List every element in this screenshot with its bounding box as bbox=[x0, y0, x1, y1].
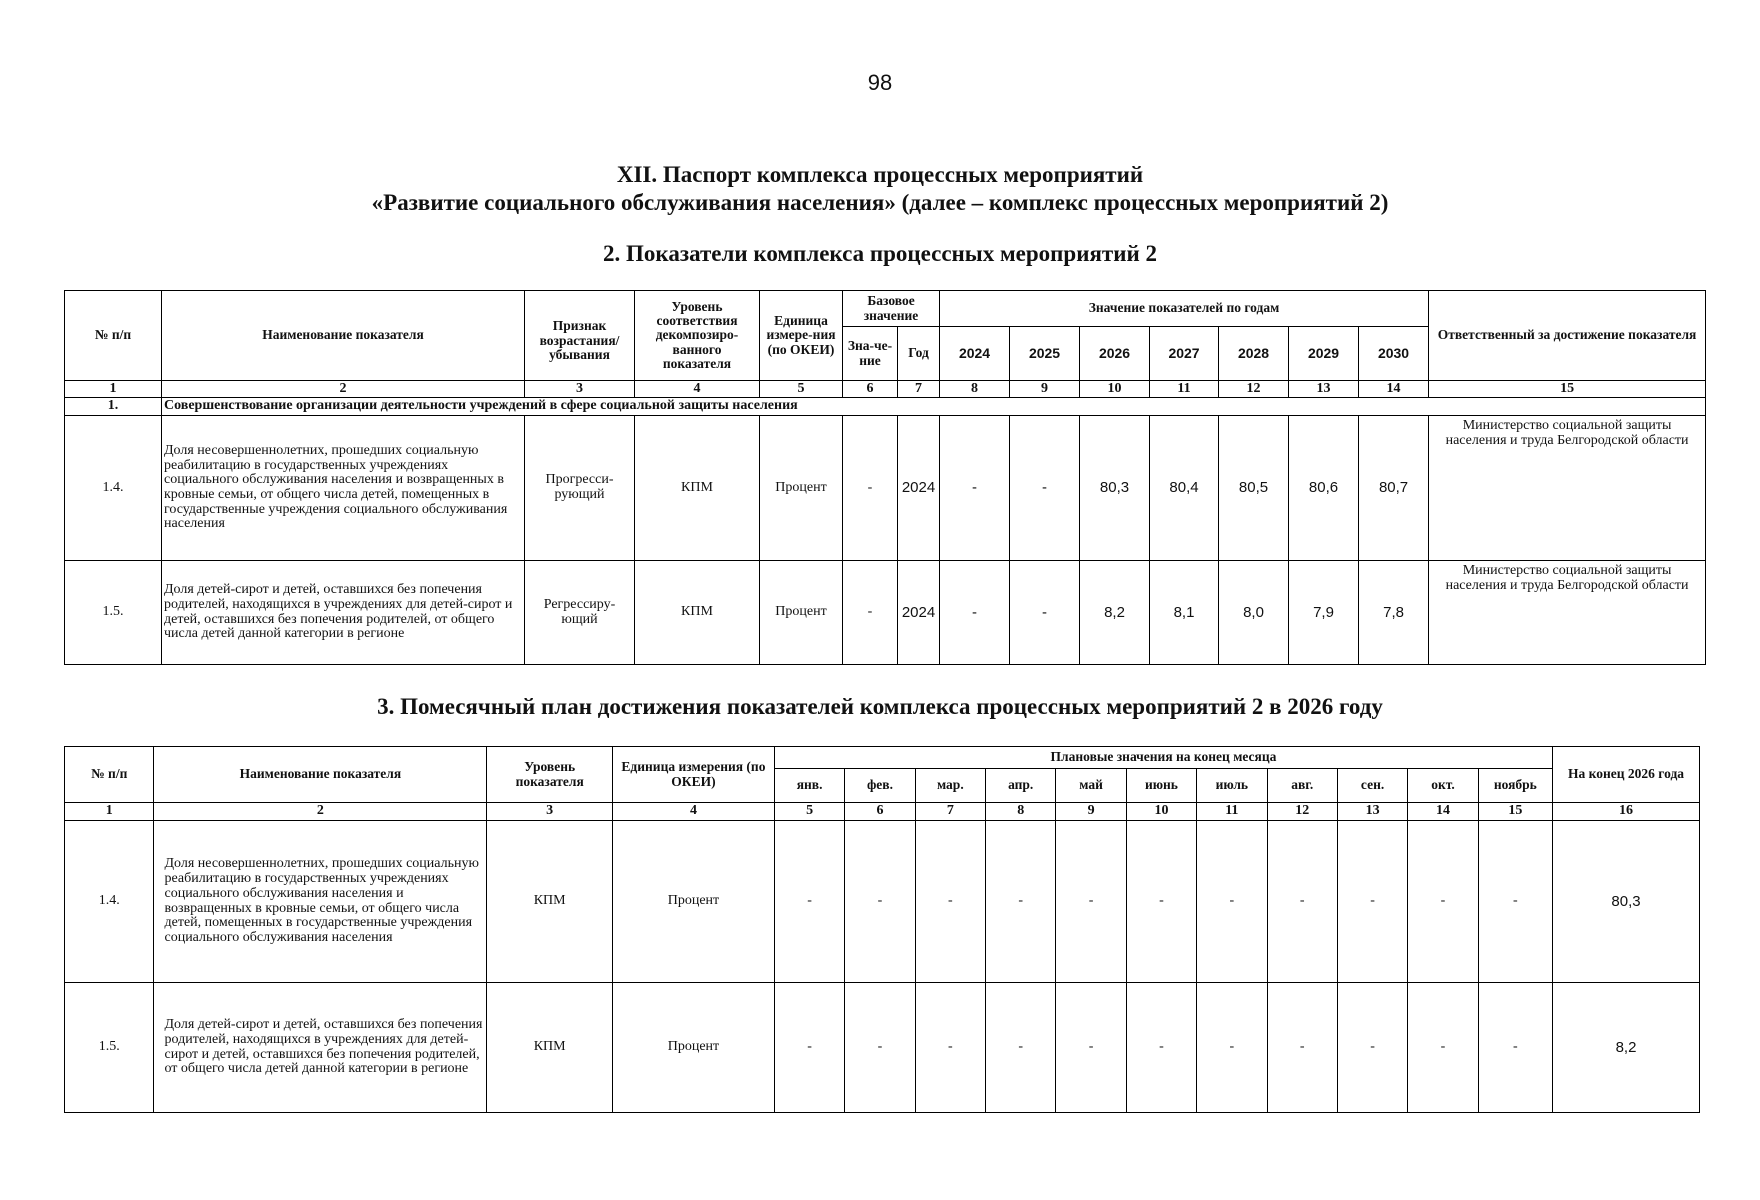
header-values-by-year: Значение показателей по годам bbox=[940, 291, 1429, 327]
header-year: 2028 bbox=[1219, 327, 1289, 381]
header-month: июль bbox=[1197, 769, 1267, 803]
header-year: 2029 bbox=[1289, 327, 1359, 381]
column-number: 8 bbox=[940, 381, 1010, 398]
month-value: - bbox=[915, 983, 985, 1113]
table-row bbox=[65, 416, 1706, 561]
column-number: 1 bbox=[65, 381, 162, 398]
column-number: 5 bbox=[774, 803, 844, 821]
row-num: 1.5. bbox=[65, 561, 162, 665]
header-base-value: Зна-че-ние bbox=[843, 327, 898, 381]
row-num: 1.4. bbox=[65, 821, 154, 983]
header-month: май bbox=[1056, 769, 1126, 803]
header-year: 2026 bbox=[1080, 327, 1150, 381]
indicator-name: Доля детей-сирот и детей, оставшихся без попечения родителей, находящихся в учреждениях для детей-сирот и детей, оставшихся без попечения родителей, от общего числа детей данной категории в регионе bbox=[162, 561, 525, 665]
month-value: - bbox=[1056, 983, 1126, 1113]
year-value: 80,7 bbox=[1359, 416, 1429, 561]
header-year-end: На конец 2026 года bbox=[1553, 747, 1700, 803]
header-year: 2024 bbox=[940, 327, 1010, 381]
column-number: 4 bbox=[613, 803, 775, 821]
column-number: 12 bbox=[1219, 381, 1289, 398]
column-numbers-row bbox=[65, 381, 1706, 398]
section-row bbox=[65, 398, 1706, 416]
header-base-year: Год bbox=[898, 327, 940, 381]
header-level: Уровень показателя bbox=[487, 747, 613, 803]
header-month: янв. bbox=[774, 769, 844, 803]
section-title: Совершенствование организации деятельности учреждений в сфере социальной защиты населения bbox=[162, 398, 1706, 416]
base-value: - bbox=[843, 416, 898, 561]
indicator-unit: Процент bbox=[613, 821, 775, 983]
indicators-table bbox=[64, 290, 1706, 665]
indicator-name: Доля детей-сирот и детей, оставшихся без попечения родителей, находящихся в учреждениях для детей-сирот и детей, оставшихся без попечения родителей, от общего числа детей данной категории в регионе bbox=[154, 983, 487, 1113]
header-base: Базовое значение bbox=[843, 291, 940, 327]
table-row bbox=[65, 561, 1706, 665]
column-number: 15 bbox=[1478, 803, 1552, 821]
header-year: 2030 bbox=[1359, 327, 1429, 381]
column-number: 4 bbox=[635, 381, 760, 398]
column-number: 13 bbox=[1289, 381, 1359, 398]
base-year: 2024 bbox=[898, 561, 940, 665]
section2-title: 2. Показатели комплекса процессных мероприятий 2 bbox=[603, 241, 1157, 266]
year-value: 7,8 bbox=[1359, 561, 1429, 665]
header-year: 2027 bbox=[1150, 327, 1219, 381]
month-value: - bbox=[1126, 821, 1196, 983]
column-number: 5 bbox=[760, 381, 843, 398]
month-value: - bbox=[1337, 821, 1407, 983]
month-value: - bbox=[1197, 821, 1267, 983]
month-value: - bbox=[1126, 983, 1196, 1113]
year-value: 7,9 bbox=[1289, 561, 1359, 665]
month-value: - bbox=[1267, 983, 1337, 1113]
indicator-sign: Регрессиру-ющий bbox=[525, 561, 635, 665]
section3-title: 3. Помесячный план достижения показателей комплекса процессных мероприятий 2 в 2026 году bbox=[377, 694, 1383, 719]
year-value: 8,2 bbox=[1080, 561, 1150, 665]
monthly-plan-table bbox=[64, 746, 1700, 1113]
header-name: Наименование показателя bbox=[154, 747, 487, 803]
year-value: - bbox=[1010, 416, 1080, 561]
indicator-level: КПМ bbox=[487, 983, 613, 1113]
year-value: 80,4 bbox=[1150, 416, 1219, 561]
column-number: 12 bbox=[1267, 803, 1337, 821]
column-number: 1 bbox=[65, 803, 154, 821]
table-row bbox=[65, 983, 1700, 1113]
month-value: - bbox=[915, 821, 985, 983]
header-month: окт. bbox=[1408, 769, 1478, 803]
column-number: 3 bbox=[525, 381, 635, 398]
column-number: 6 bbox=[843, 381, 898, 398]
column-number: 10 bbox=[1080, 381, 1150, 398]
month-value: - bbox=[986, 983, 1056, 1113]
column-number: 9 bbox=[1010, 381, 1080, 398]
month-value: - bbox=[1337, 983, 1407, 1113]
base-value: - bbox=[843, 561, 898, 665]
column-number: 11 bbox=[1150, 381, 1219, 398]
year-value: 80,5 bbox=[1219, 416, 1289, 561]
month-value: - bbox=[986, 821, 1056, 983]
header-month: сен. bbox=[1337, 769, 1407, 803]
month-value: - bbox=[1197, 983, 1267, 1113]
month-value: - bbox=[1408, 983, 1478, 1113]
header-month: мар. bbox=[915, 769, 985, 803]
indicator-unit: Процент bbox=[760, 416, 843, 561]
header-responsible: Ответственный за достижение показателя bbox=[1429, 291, 1706, 381]
base-year: 2024 bbox=[898, 416, 940, 561]
header-month: апр. bbox=[986, 769, 1056, 803]
indicator-unit: Процент bbox=[613, 983, 775, 1113]
year-end-value: 8,2 bbox=[1553, 983, 1700, 1113]
header-sign: Признак возрастания/ убывания bbox=[525, 291, 635, 381]
year-value: 80,3 bbox=[1080, 416, 1150, 561]
indicator-level: КПМ bbox=[487, 821, 613, 983]
month-value: - bbox=[774, 983, 844, 1113]
column-number: 2 bbox=[154, 803, 487, 821]
month-value: - bbox=[845, 821, 915, 983]
month-value: - bbox=[1408, 821, 1478, 983]
section-num: 1. bbox=[65, 398, 162, 416]
column-number: 6 bbox=[845, 803, 915, 821]
column-number: 15 bbox=[1429, 381, 1706, 398]
header-year: 2025 bbox=[1010, 327, 1080, 381]
year-value: 80,6 bbox=[1289, 416, 1359, 561]
column-number: 2 bbox=[162, 381, 525, 398]
column-number: 11 bbox=[1197, 803, 1267, 821]
header-num: № п/п bbox=[65, 291, 162, 381]
indicator-name: Доля несовершеннолетних, прошедших социальную реабилитацию в государственных учреждениях социального обслуживания населения и возвращенных в кровные семьи, от общего числа детей, помещенных в государственные учреждения социального обслуживания населения bbox=[162, 416, 525, 561]
month-value: - bbox=[845, 983, 915, 1113]
column-number: 10 bbox=[1126, 803, 1196, 821]
header-month: июнь bbox=[1126, 769, 1196, 803]
page-number: 98 bbox=[867, 70, 893, 95]
header-month: фев. bbox=[845, 769, 915, 803]
indicator-level: КПМ bbox=[635, 416, 760, 561]
header-month: ноябрь bbox=[1478, 769, 1552, 803]
header-name: Наименование показателя bbox=[162, 291, 525, 381]
indicator-level: КПМ bbox=[635, 561, 760, 665]
year-value: - bbox=[1010, 561, 1080, 665]
month-value: - bbox=[774, 821, 844, 983]
responsible: Министерство социальной защиты населения и труда Белгородской области bbox=[1429, 561, 1706, 665]
table-row bbox=[65, 821, 1700, 983]
column-number: 16 bbox=[1553, 803, 1700, 821]
document-title-line2: «Развитие социального обслуживания населения» (далее – комплекс процессных мероприятий 2) bbox=[371, 190, 1389, 215]
column-number: 8 bbox=[986, 803, 1056, 821]
column-number: 3 bbox=[487, 803, 613, 821]
month-value: - bbox=[1056, 821, 1126, 983]
header-unit: Единица измере-ния (по ОКЕИ) bbox=[760, 291, 843, 381]
indicator-unit: Процент bbox=[760, 561, 843, 665]
column-number: 14 bbox=[1408, 803, 1478, 821]
column-number: 7 bbox=[898, 381, 940, 398]
year-value: - bbox=[940, 561, 1010, 665]
responsible: Министерство социальной защиты населения и труда Белгородской области bbox=[1429, 416, 1706, 561]
month-value: - bbox=[1267, 821, 1337, 983]
year-end-value: 80,3 bbox=[1553, 821, 1700, 983]
header-unit: Единица измерения (по ОКЕИ) bbox=[613, 747, 775, 803]
year-value: - bbox=[940, 416, 1010, 561]
column-number: 9 bbox=[1056, 803, 1126, 821]
month-value: - bbox=[1478, 821, 1552, 983]
header-month: авг. bbox=[1267, 769, 1337, 803]
header-num: № п/п bbox=[65, 747, 154, 803]
row-num: 1.5. bbox=[65, 983, 154, 1113]
column-number: 14 bbox=[1359, 381, 1429, 398]
column-number: 7 bbox=[915, 803, 985, 821]
year-value: 8,0 bbox=[1219, 561, 1289, 665]
indicator-name: Доля несовершеннолетних, прошедших социальную реабилитацию в государственных учреждениях социального обслуживания населения и возвращенных в кровные семьи, от общего числа детей, помещенных в государственные учреждения социального обслуживания населения bbox=[154, 821, 487, 983]
document-title-line1: XII. Паспорт комплекса процессных мероприятий bbox=[616, 162, 1144, 187]
row-num: 1.4. bbox=[65, 416, 162, 561]
month-value: - bbox=[1478, 983, 1552, 1113]
header-level: Уровень соответствия декомпозиро-ванного показателя bbox=[635, 291, 760, 381]
header-planned: Плановые значения на конец месяца bbox=[774, 747, 1552, 769]
year-value: 8,1 bbox=[1150, 561, 1219, 665]
column-number: 13 bbox=[1337, 803, 1407, 821]
column-numbers-row bbox=[65, 803, 1700, 821]
indicator-sign: Прогресси-рующий bbox=[525, 416, 635, 561]
